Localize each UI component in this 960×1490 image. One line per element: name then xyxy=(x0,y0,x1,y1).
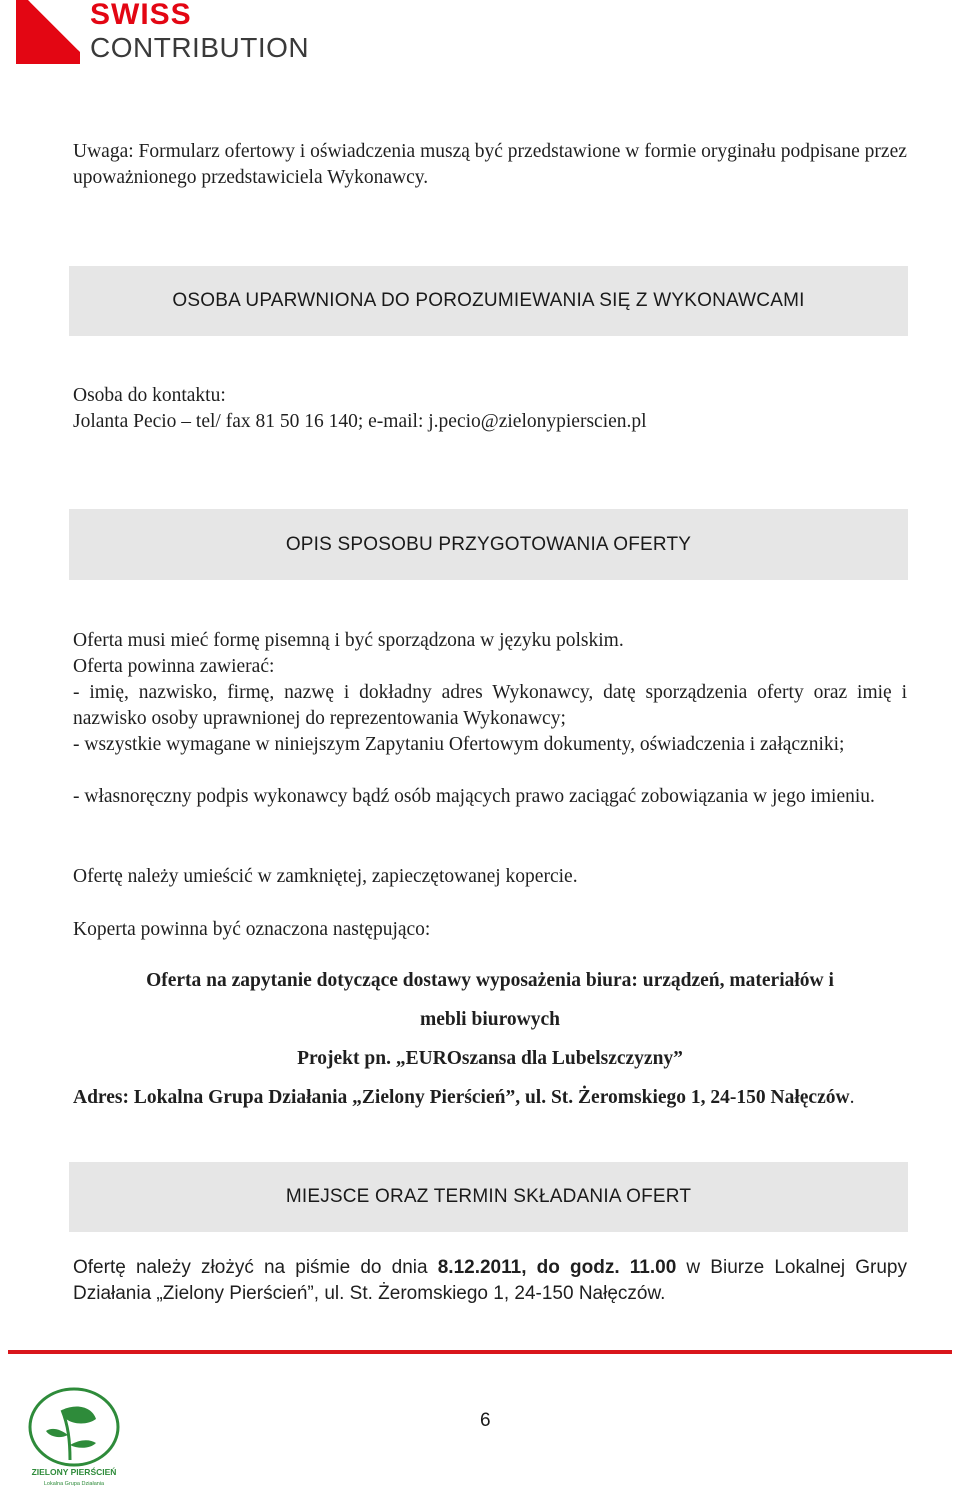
logo-swiss-text: SWISS xyxy=(90,0,192,31)
deadline-paragraph xyxy=(73,1255,907,1307)
offer-item-2: - wszystkie wymagane w niniejszym Zapytaniu Ofertowym dokumenty, oświadczenia i załączniki; xyxy=(73,734,845,755)
section-header-offer-preparation: OPIS SPOSOBU PRZYGOTOWANIA OFERTY xyxy=(69,509,908,580)
contact-details: Jolanta Pecio – tel/ fax 81 50 16 140; e-mail: j.pecio@zielonypierscien.pl xyxy=(73,411,647,432)
svg-text:ZIELONY PIERŚCIEŃ: ZIELONY PIERŚCIEŃ xyxy=(31,1467,117,1477)
deadline-text-start: Ofertę należy złożyć na piśmie do dnia xyxy=(73,1257,438,1278)
envelope-title-line2: mebli biurowych xyxy=(420,1009,560,1030)
swiss-contribution-logo xyxy=(8,0,308,72)
envelope-paragraph: Ofertę należy umieścić w zamkniętej, zapieczętowanej kopercie. xyxy=(73,866,578,887)
swiss-flag-icon xyxy=(16,0,80,64)
offer-item-3: - własnoręczny podpis wykonawcy bądź osób mających prawo zaciągać zobowiązania w jego imieniu. xyxy=(73,786,875,807)
footer-divider xyxy=(8,1350,952,1354)
envelope-address-end: . xyxy=(849,1087,855,1108)
deadline-date: 8.12.2011, do godz. 11.00 xyxy=(437,1257,677,1278)
section-header-place-and-deadline: MIEJSCE ORAZ TERMIN SKŁADANIA OFERT xyxy=(69,1162,908,1232)
envelope-title-line1: Oferta na zapytanie dotyczące dostawy wyposażenia biura: urządzeń, materiałów i xyxy=(146,970,834,991)
project-name: Projekt pn. „EUROszansa dla Lubelszczyzny” xyxy=(297,1048,683,1069)
offer-contents-label: Oferta powinna zawierać: xyxy=(73,656,275,677)
svg-text:Lokalna Grupa Działania: Lokalna Grupa Działania xyxy=(43,1481,105,1487)
logo-contribution-text: CONTRIBUTION xyxy=(90,32,310,63)
page-number: 6 xyxy=(480,1410,491,1431)
envelope-address xyxy=(73,1085,907,1111)
zielony-pierscien-logo xyxy=(22,1385,127,1490)
envelope-address-bold: Adres: Lokalna Grupa Działania „Zielony Pierścień”, ul. St. Żeromskiego 1, 24-150 Nałęczów xyxy=(73,1087,850,1108)
section-header-contact: OSOBA UPARWNIONA DO POROZUMIEWANIA SIĘ Z WYKONAWCAMI xyxy=(69,266,908,336)
note-paragraph: Uwaga: Formularz ofertowy i oświadczenia muszą być przedstawione w formie oryginału podpisane przez upoważnionego przedstawiciela Wykonawcy. xyxy=(73,141,907,188)
offer-form-paragraph: Oferta musi mieć formę pisemną i być sporządzona w języku polskim. xyxy=(73,630,624,651)
envelope-label-paragraph: Koperta powinna być oznaczona następująco: xyxy=(73,919,431,940)
deadline-text-end: w Biurze Lokalnej Grupy Działania „Zielony Pierścień”, ul. St. Żeromskiego 1, 24-150 Nałęczów. xyxy=(73,1257,907,1304)
offer-item-1: - imię, nazwisko, firmę, nazwę i dokładny adres Wykonawcy, datę sporządzenia oferty oraz imię i nazwisko osoby uprawnionej do reprezentowania Wykonawcy; xyxy=(73,682,907,729)
contact-label: Osoba do kontaktu: xyxy=(73,385,226,406)
